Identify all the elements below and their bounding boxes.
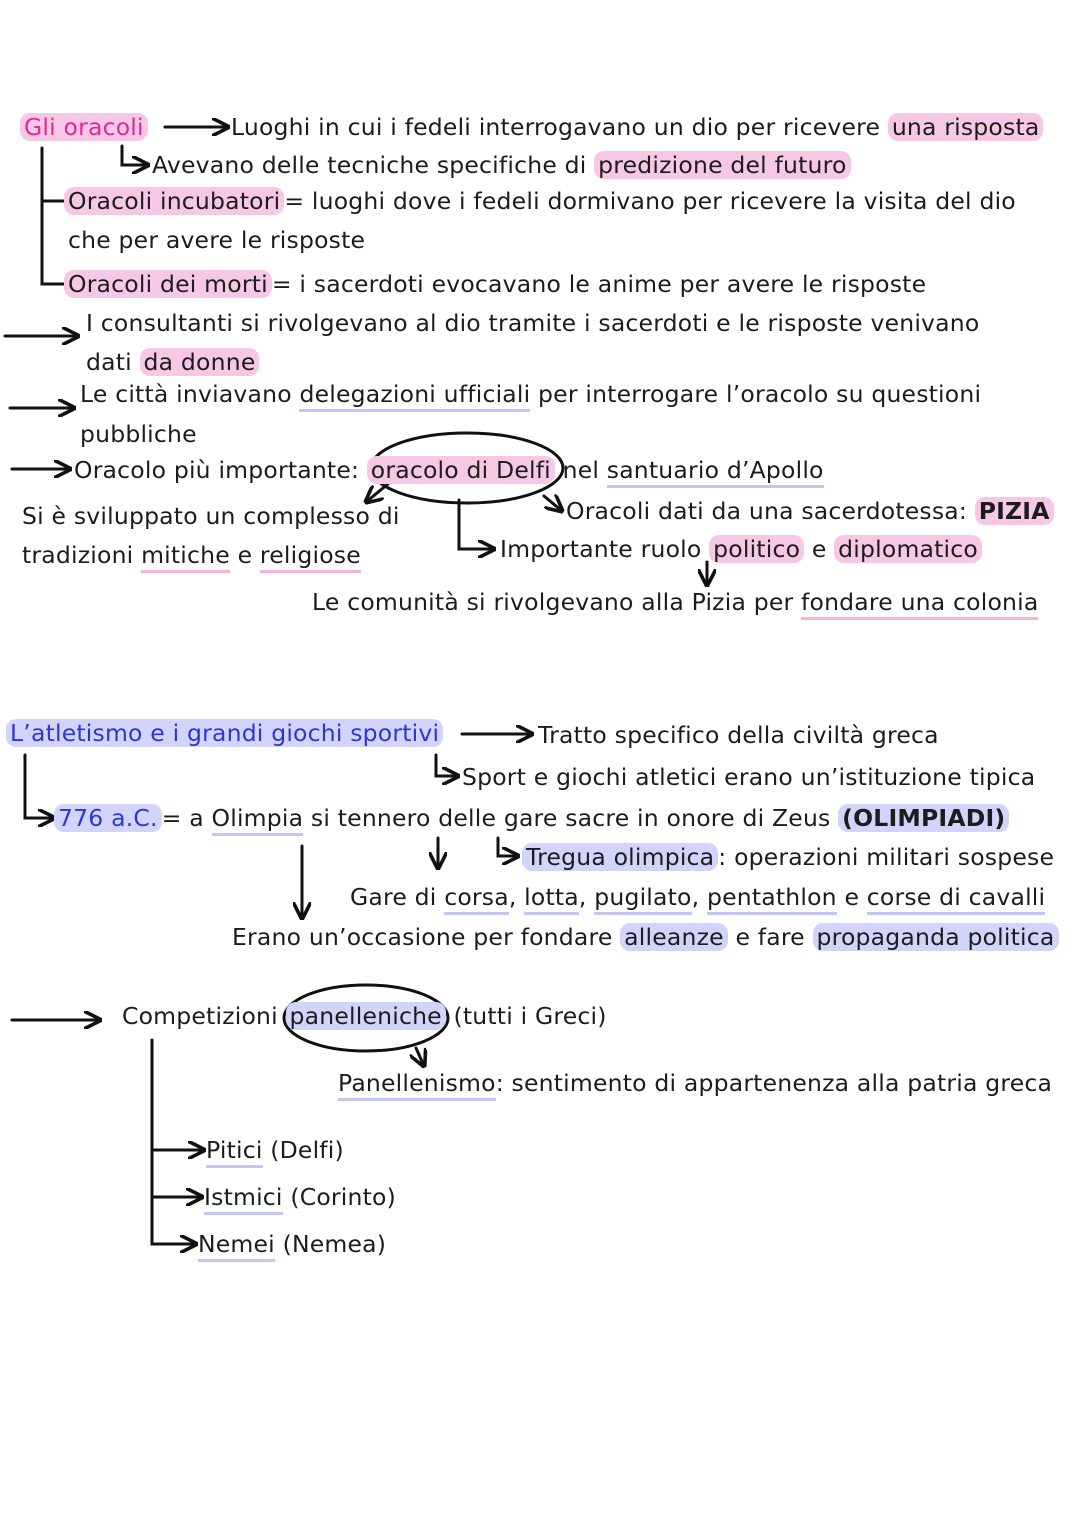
oracoli-citta2: pubbliche	[80, 420, 197, 448]
oracoli-trad-b: e	[237, 541, 253, 569]
oracoli-incub-row	[64, 186, 1016, 216]
oracoli-ruolo-hl2: diplomatico	[834, 535, 982, 563]
atletismo-olimp-a: = a	[161, 804, 204, 832]
oracoli-title-row	[20, 112, 148, 142]
atletismo-title-row	[6, 718, 443, 748]
arrow-ruolo	[459, 500, 494, 549]
atletismo-erano-b: e fare	[735, 923, 805, 951]
atletismo-pan-ul: Panellenismo	[338, 1069, 496, 1101]
atletismo-erano-a: Erano un’occasione per fondare	[232, 923, 613, 951]
giochi-nemei	[198, 1229, 386, 1259]
oracoli-ruolo-a: Importante ruolo	[500, 535, 702, 563]
atletismo-comp-row	[122, 1001, 607, 1031]
atletismo-gare-row: Gare di corsa, lotta, pugilato, pentathlon e corse di cavalli	[350, 882, 1045, 912]
oracoli-trad-row	[22, 540, 361, 570]
oracoli-ruolo-b: e	[811, 535, 827, 563]
atletismo-gare-e: e	[844, 883, 860, 911]
oracoli-citta-row	[80, 379, 981, 409]
oracoli-tech: Avevano delle tecniche specifiche di	[152, 151, 587, 179]
oracoli-citta-a: Le città inviavano	[80, 380, 292, 408]
oracoli-def-row	[231, 112, 1043, 142]
giochi-pitici-name: Pitici	[206, 1136, 263, 1168]
atletismo-tregua-ul: Tregua olimpica	[522, 843, 718, 871]
oracoli-colonia-a: Le comunità si rivolgevano alla Pizia per	[312, 588, 794, 616]
oracoli-imp-row	[74, 455, 824, 485]
atletismo-title: L’atletismo e i grandi giochi sportivi	[6, 719, 443, 747]
atletismo-erano-hl2: propaganda politica	[813, 923, 1059, 951]
oracoli-sacerd: Oracoli dati da una sacerdotessa:	[566, 497, 968, 525]
oracoli-tech-hl: predizione del futuro	[594, 151, 850, 179]
atletismo-erano-row	[232, 922, 1059, 952]
oracoli-ruolo-row	[500, 534, 982, 564]
arrow-sport	[436, 755, 458, 776]
atletismo-tregua: : operazioni militari sospese	[718, 843, 1055, 871]
giochi-nemei-place: (Nemea)	[282, 1230, 387, 1258]
oracoli-incub: = luoghi dove i fedeli dormivano per ricevere la visita del dio	[284, 187, 1016, 215]
oracoli-imp-a: Oracolo più importante:	[74, 456, 360, 484]
oracoli-pizia: PIZIA	[975, 497, 1054, 525]
oracoli-svil: Si è sviluppato un complesso di	[22, 502, 400, 530]
oracoli-ruolo-hl1: politico	[709, 535, 804, 563]
arrow-sacerd	[544, 496, 562, 511]
atletismo-erano-hl1: alleanze	[620, 923, 728, 951]
atletismo-pan: : sentimento di appartenenza alla patria greca	[495, 1069, 1053, 1097]
arrow-panellenismo	[416, 1048, 424, 1066]
oracoli-citta-b: per interrogare l’oracolo su questioni	[538, 380, 982, 408]
oracoli-trad-ul2: religiose	[260, 541, 361, 573]
arrow-tech	[122, 146, 148, 165]
oracoli-consult2-hl: da donne	[140, 348, 260, 376]
oracoli-tech-row	[152, 150, 851, 180]
arrow-776	[25, 755, 54, 818]
arrow-tregua	[498, 838, 518, 856]
giochi-istmici	[204, 1182, 396, 1212]
atletismo-sport: Sport e giochi atletici erano un’istituzione tipica	[462, 763, 1036, 791]
oracoli-sacerd-row	[566, 496, 1054, 526]
atletismo-gare-1: corsa	[444, 883, 509, 915]
atletismo-gare-2: lotta	[524, 883, 579, 915]
atletismo-comp-a: Competizioni	[122, 1002, 278, 1030]
oracoli-def: Luoghi in cui i fedeli interrogavano un dio per ricevere	[231, 113, 881, 141]
oracoli-morti: = i sacerdoti evocavano le anime per avere le risposte	[271, 270, 927, 298]
oracoli-consult2-row	[86, 347, 259, 377]
oracoli-colonia-ul: fondare una colonia	[801, 588, 1038, 620]
atletismo-gare-5: corse di cavalli	[867, 883, 1045, 915]
atletismo-tregua-row	[522, 842, 1054, 872]
atletismo-gare-3: pugilato	[594, 883, 691, 915]
oracoli-imp-b: nel	[562, 456, 600, 484]
oracoli-morti-row	[64, 269, 926, 299]
oracoli-title: Gli oracoli	[20, 113, 148, 141]
atletismo-tratto: Tratto specifico della civiltà greca	[538, 721, 939, 749]
oracoli-imp-hl: oracolo di Delfi	[367, 456, 555, 484]
bracket-oracoli	[42, 148, 64, 284]
atletismo-olimpiadi: (OLIMPIADI)	[838, 804, 1009, 832]
oracoli-trad-ul1: mitiche	[141, 541, 230, 573]
atletismo-olimp-row	[54, 803, 1009, 833]
oracoli-incub-hl: Oracoli incubatori	[64, 187, 284, 215]
atletismo-olimp-b: si tennero delle gare sacre in onore di Zeus	[310, 804, 831, 832]
atletismo-olimp-ul: Olimpia	[212, 804, 304, 836]
giochi-istmici-place: (Corinto)	[290, 1183, 396, 1211]
oracoli-consult2a: dati	[86, 348, 132, 376]
atletismo-date: 776 a.C.	[54, 804, 162, 832]
atletismo-comp-hl: panelleniche	[286, 1002, 446, 1030]
oracoli-consult: I consultanti si rivolgevano al dio tramite i sacerdoti e le risposte venivano	[86, 309, 980, 337]
oracoli-colonia-row	[312, 587, 1038, 617]
oracoli-citta-ul: delegazioni ufficiali	[299, 380, 530, 412]
oracoli-def-hl: una risposta	[888, 113, 1044, 141]
oracoli-trad-a: tradizioni	[22, 541, 134, 569]
atletismo-gare-a: Gare di	[350, 883, 437, 911]
atletismo-gare-4: pentathlon	[707, 883, 837, 915]
giochi-pitici-place: (Delfi)	[270, 1136, 344, 1164]
atletismo-pan-row	[338, 1068, 1052, 1098]
oracoli-imp-ul: santuario d’Apollo	[607, 456, 824, 488]
giochi-nemei-name: Nemei	[198, 1230, 275, 1262]
oracoli-incub2: che per avere le risposte	[68, 226, 366, 254]
giochi-istmici-name: Istmici	[204, 1183, 283, 1215]
bracket-giochi	[152, 1040, 196, 1244]
oracoli-morti-hl: Oracoli dei morti	[64, 270, 272, 298]
atletismo-comp-b: (tutti i Greci)	[453, 1002, 607, 1030]
giochi-pitici	[206, 1135, 344, 1165]
arrow-svil	[366, 484, 388, 502]
